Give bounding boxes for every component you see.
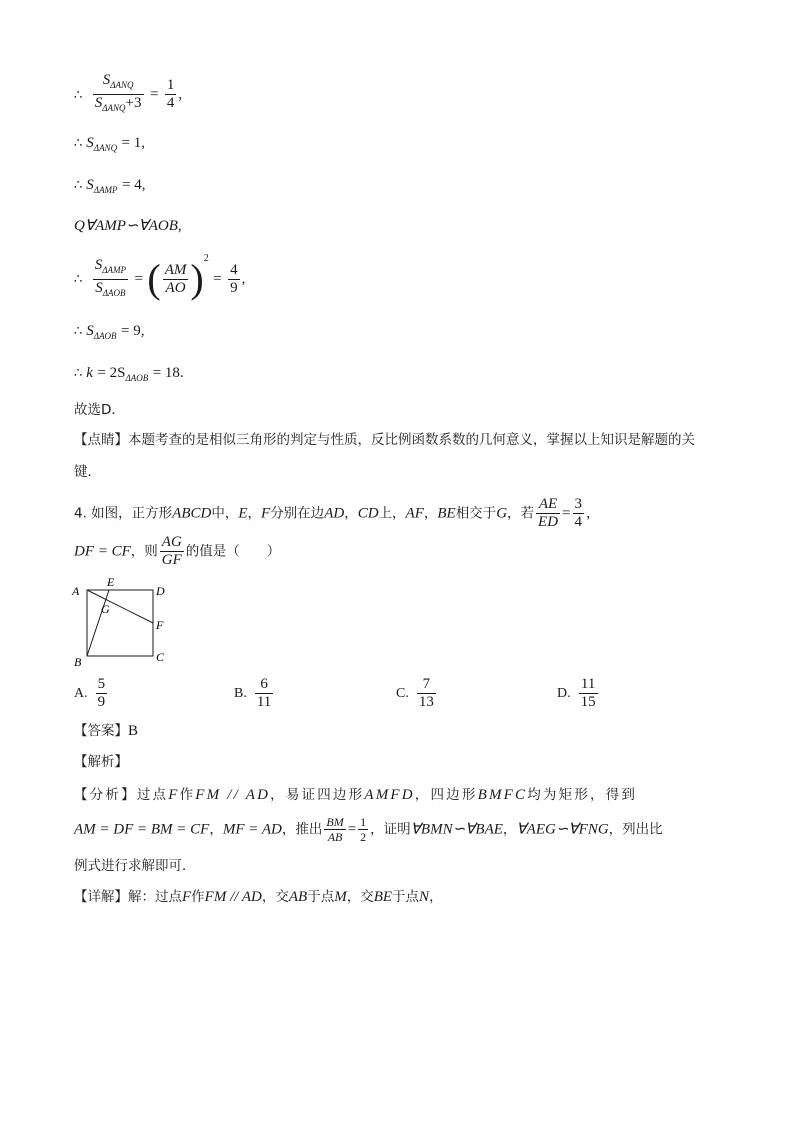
label-e: E bbox=[107, 575, 115, 589]
label-f: F bbox=[156, 618, 164, 632]
option-b[interactable]: B. $\frac{6}{11}$ bbox=[234, 676, 272, 710]
option-d[interactable]: D. $\frac{11}{15}$ bbox=[557, 676, 596, 710]
label-c: C bbox=[156, 650, 165, 664]
fenxi-line1: 【分析】过点F作FM // AD，易证四边形AMFD，四边形BMFC均为矩形，得到 bbox=[74, 787, 638, 803]
option-c[interactable]: C. $\frac{7}{13}$ bbox=[396, 676, 434, 710]
similarity-line: Q∀AMP∽∀AOB, bbox=[74, 218, 182, 234]
solution-line-1: ∴ $S_{\Delta ANQ}$ $S_{\Delta ANQ}+3$ = $\frac{1}{4}$ , bbox=[74, 72, 182, 117]
fenxi-line3: 例式进行求解即可． bbox=[74, 858, 196, 874]
option-a[interactable]: A. $\frac{5}{9}$ bbox=[74, 676, 106, 710]
square-abcd bbox=[87, 590, 153, 656]
solution-line-5: ∴ $S_{\Delta AMP}$ $S_{\Delta AOB}$ = ( $\frac{AM}{AO}$ )$^2$ = $\frac{4}{9}$ , bbox=[74, 253, 246, 301]
solution-line-6: ∴ $S_{\Delta AOB} = 9$, bbox=[74, 323, 145, 341]
fenxi-line2: AM = DF = BM = CF，MF = AD，推出 $\frac{BM}{AB}$ = $\frac{1}{2}$ ，证明∀BMN∽∀BAE，∀AEG∽∀FNG，列出比 bbox=[74, 815, 663, 844]
solution-line-3: ∴ $S_{\Delta AMP} = 4$, bbox=[74, 177, 146, 195]
analysis-heading: 【解析】 bbox=[74, 754, 128, 770]
square-figure bbox=[66, 574, 178, 670]
comment-continuation: 键． bbox=[74, 464, 101, 480]
label-d: D bbox=[156, 584, 165, 598]
detail-line: 【详解】解：过点F作FM // AD，交AB于点M，交BE于点N， bbox=[74, 889, 443, 905]
one-quarter-fraction: $\frac{1}{4}$ bbox=[166, 77, 175, 111]
comment-line: 【点睛】本题考查的是相似三角形的判定与性质，反比例函数系数的几何意义，掌握以上知识是解题的关 bbox=[74, 432, 695, 448]
choose-line: 故选D． bbox=[74, 402, 125, 418]
area-fraction: $S_{\Delta ANQ}$ $S_{\Delta ANQ}+3$ bbox=[94, 72, 142, 113]
label-g: G bbox=[101, 602, 110, 616]
question-4-stem-line1: 4. 如图，正方形ABCD中，E，F分别在边AD，CD上，AF，BE相交于G，若 $\frac{AE}{ED}$ = $\frac{3}{4}$ ， bbox=[74, 496, 600, 530]
label-b: B bbox=[74, 655, 82, 669]
solution-line-7: ∴ $k = 2S_{\Delta AOB} = 18$. bbox=[74, 365, 184, 383]
answer-line: 【答案】B bbox=[74, 723, 139, 739]
question-4-stem-line2: DF = CF，则 $\frac{AG}{GF}$ 的值是（ ） bbox=[74, 534, 281, 568]
label-a: A bbox=[72, 584, 80, 598]
solution-line-2: ∴ $S_{\Delta ANQ} = 1$, bbox=[74, 135, 145, 153]
segment-af bbox=[87, 590, 153, 623]
